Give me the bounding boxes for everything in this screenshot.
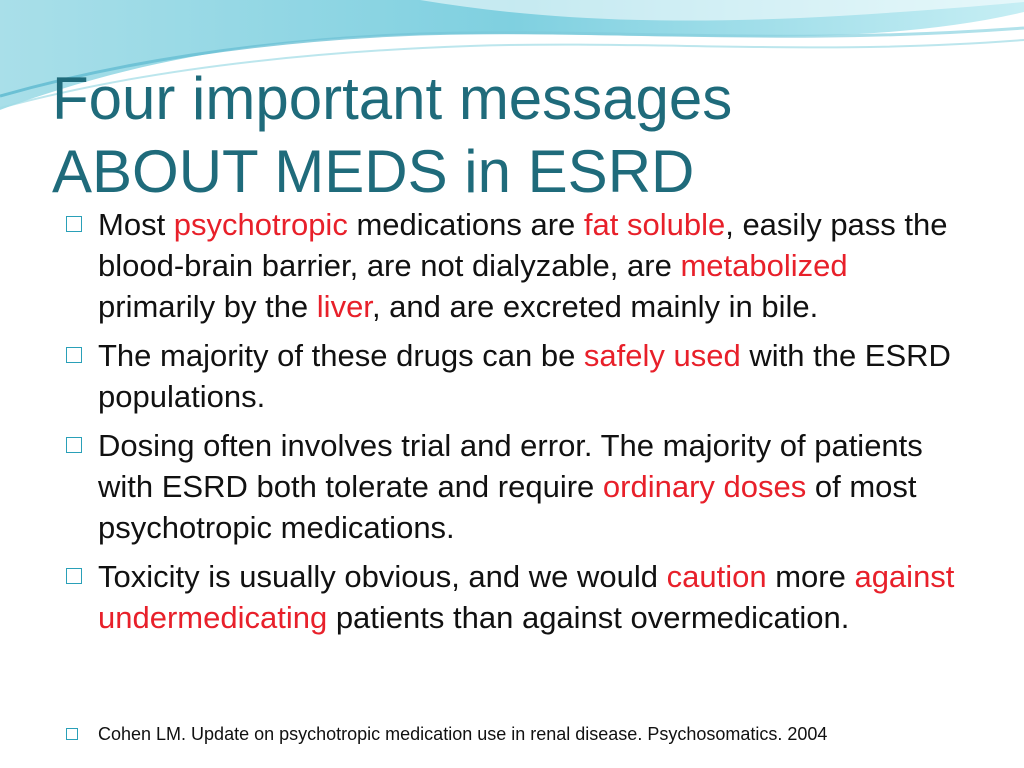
bullet-item [64, 204, 964, 327]
text-segment: Dosing often involves trial and error. The majority of patients with ESRD both tolerate and require [98, 428, 923, 504]
bullet-text [98, 428, 923, 545]
bullet-box-icon [66, 347, 82, 363]
title-line-1: Four important messages [52, 65, 733, 132]
bullet-box-icon [66, 216, 82, 232]
text-segment: with the ESRD populations. [98, 338, 951, 414]
highlight-segment: ordinary doses [602, 469, 807, 504]
bullet-list [64, 204, 964, 646]
text-segment: patients than against overmedication. [327, 600, 850, 635]
highlight-segment: against undermedicating [98, 559, 955, 635]
bullet-item [64, 335, 964, 417]
text-segment: more [766, 559, 855, 594]
highlight-segment: safely used [583, 338, 741, 373]
text-segment: medications are [347, 207, 584, 242]
bullet-item [64, 425, 964, 548]
text-segment: The majority of these drugs can be [98, 338, 584, 373]
text-segment: , and are excreted mainly in bile. [371, 289, 819, 324]
title-line-2: ABOUT MEDS in ESRD [52, 138, 695, 205]
bullet-box-icon [66, 728, 78, 740]
slide-title [52, 62, 732, 208]
bullet-text [98, 207, 948, 324]
citation-text: Cohen LM. Update on psychotropic medication use in renal disease. Psychosomatics. 2004 [98, 724, 828, 744]
bullet-box-icon [66, 568, 82, 584]
highlight-segment: metabolized [680, 248, 848, 283]
bullet-text [98, 338, 951, 414]
text-segment: Most [98, 207, 174, 242]
citation [64, 722, 827, 746]
highlight-segment: psychotropic [173, 207, 348, 242]
highlight-segment: fat soluble [583, 207, 726, 242]
text-segment: of most psychotropic medications. [98, 469, 917, 545]
highlight-segment: caution [666, 559, 767, 594]
text-segment: primarily by the [98, 289, 317, 324]
highlight-segment: liver [316, 289, 372, 324]
text-segment: , easily pass the blood-brain barrier, are not dialyzable, are [98, 207, 948, 283]
text-segment: Toxicity is usually obvious, and we would [98, 559, 667, 594]
bullet-item [64, 556, 964, 638]
bullet-text [98, 559, 954, 635]
bullet-box-icon [66, 437, 82, 453]
